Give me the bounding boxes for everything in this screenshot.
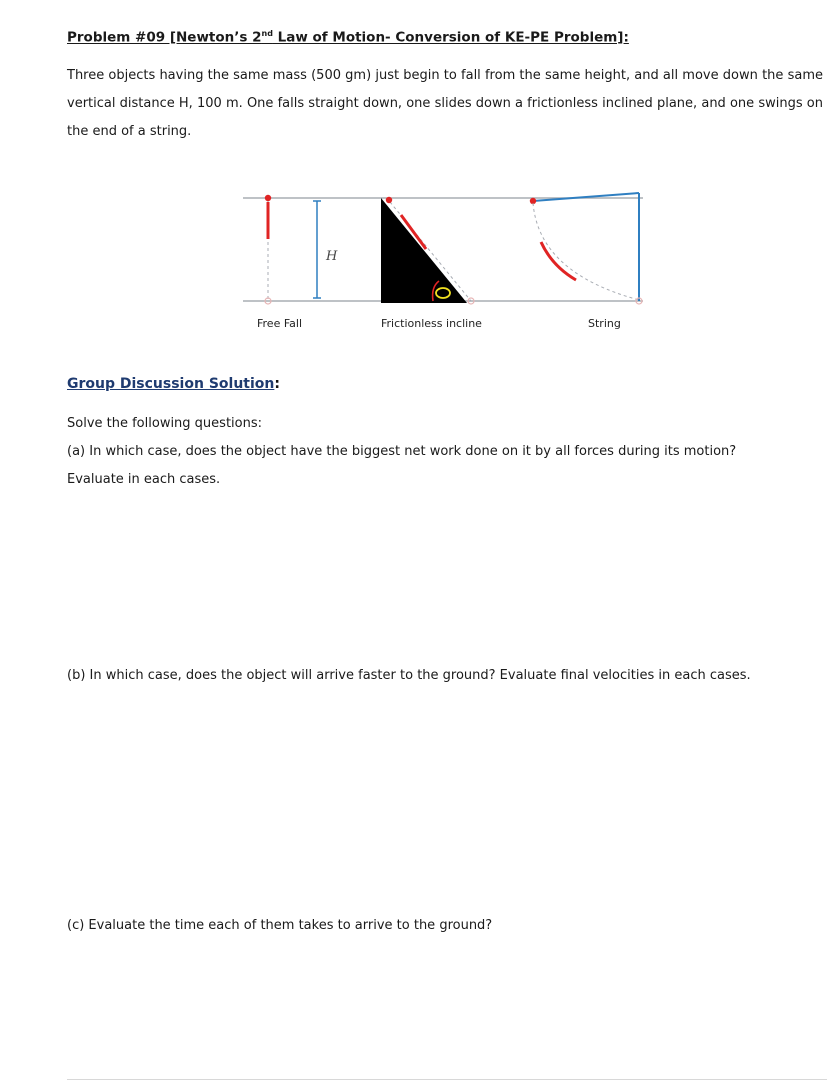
solve-prompt: Solve the following questions: [67,416,262,431]
motion-diagram-svg [243,183,659,335]
page-bottom-divider [67,1079,827,1080]
motion-diagram [243,183,659,335]
height-label: H [326,249,338,264]
caption-free-fall: Free Fall [257,317,303,330]
string-rope [533,193,639,201]
caption-incline: Frictionless incline [381,317,482,330]
question-a: (a) In which case, does the object have the biggest net work done on it by all forces during its motion? [67,444,737,459]
incline-triangle [381,198,467,303]
free-fall-start-dot [265,195,271,201]
question-c: (c) Evaluate the time each of them takes to arrive to the ground? [67,918,493,933]
problem-title: Problem #09 [Newton’s 2nd Law of Motion- Conversion of KE-PE Problem]: [67,29,629,46]
question-a-continued: Evaluate in each cases. [67,472,221,487]
string-swing-path [533,203,639,300]
string-motion-bar [541,242,576,280]
question-b: (b) In which case, does the object will arrive faster to the ground? Evaluate final velocities in each cases. [67,668,751,683]
group-discussion-heading: Group Discussion Solution: [67,376,280,392]
caption-string: String [588,317,621,330]
incline-start-dot [386,197,392,203]
problem-statement: Three objects having the same mass (500 gm) just begin to fall from the same height, and all move down the same vertical distance H, 100 m. One falls straight down, one slides down a frictionless inclined plane, and one swings on the end of a string. [67,68,823,139]
